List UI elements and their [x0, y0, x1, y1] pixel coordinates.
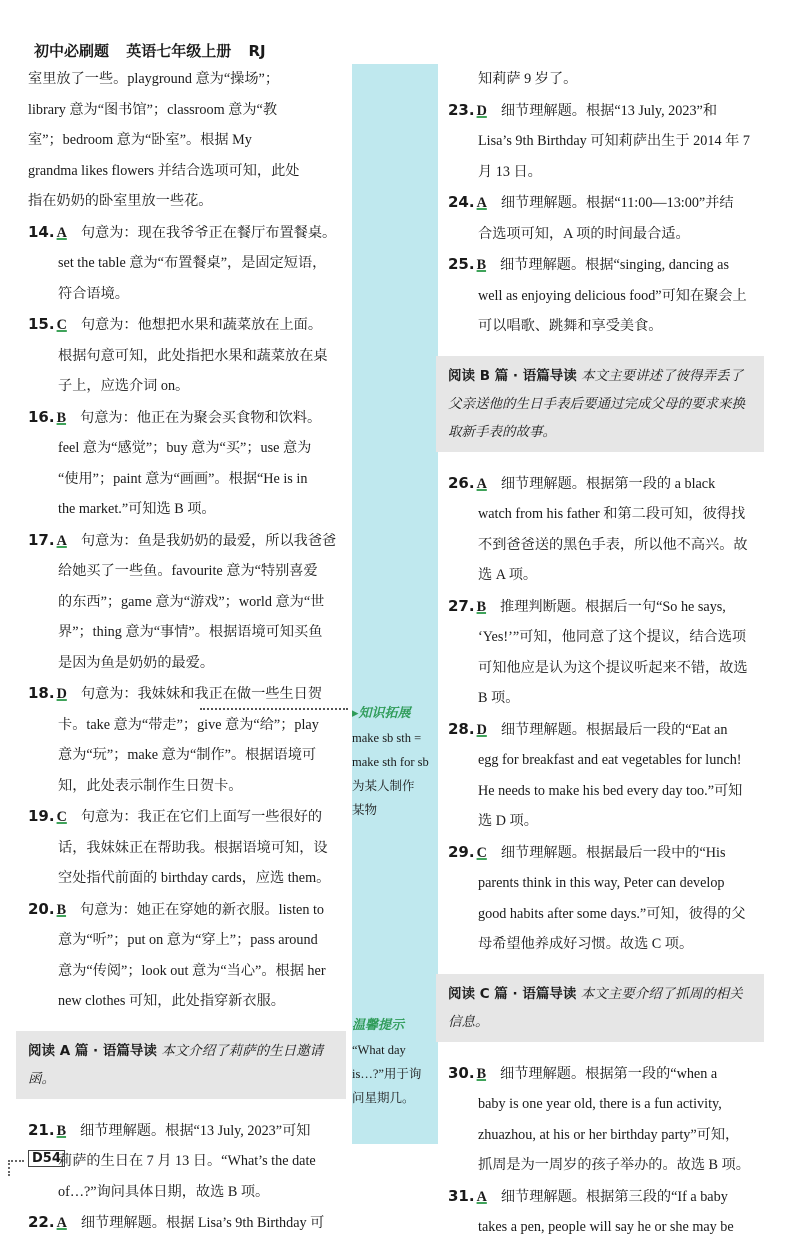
- answer-line: 月 13 日。: [478, 163, 542, 180]
- answer-first-line: [448, 249, 764, 281]
- answer-line: 不到爸爸送的黑色手表，所以他不高兴。故: [478, 536, 748, 553]
- explanation-text: 推理判断题。根据后一句“So he says,: [500, 598, 726, 615]
- answer-letter: A: [56, 224, 67, 241]
- question-lead: [28, 531, 55, 549]
- question-lead: [28, 684, 55, 702]
- explanation-text: 细节理解题。根据“11:00—13:00”并结: [500, 195, 734, 211]
- explanation-text: 细节理解题。根据最后一段的“Eat an: [500, 721, 728, 738]
- explanation-text: 细节理解题。根据“13 July, 2023”和: [500, 102, 718, 119]
- explanation-text: 细节理解题。根据第三段的“If a baby: [500, 1188, 728, 1205]
- question-number: 14.: [28, 222, 55, 241]
- answer-line: 界”；thing 意为“事情”。根据语境可知买鱼: [58, 624, 323, 640]
- answer-first-line: [448, 95, 764, 127]
- question-number: 29.: [448, 842, 475, 861]
- answer-item: [28, 402, 346, 525]
- answer-item: [448, 468, 764, 591]
- answer-item: [448, 95, 764, 188]
- explanation-text: 细节理解题。根据最后一段中的“His: [500, 844, 726, 861]
- answer-first-line: [28, 1115, 346, 1147]
- text-line: 指在奶奶的卧室里放一些花。: [28, 193, 213, 209]
- question-lead: [448, 1187, 475, 1205]
- answer-line: He needs to make his bed every day too.”可知: [478, 782, 743, 799]
- right-items-2: [448, 468, 764, 960]
- answer-first-line: [28, 309, 346, 341]
- answer-line: takes a pen, people will say he or she may be: [478, 1219, 734, 1235]
- answer-letter: D: [476, 102, 487, 119]
- question-number: 22.: [28, 1213, 55, 1231]
- explanation-text: 细节理解题。根据“13 July, 2023”可知: [80, 1122, 311, 1139]
- answer-letter: C: [56, 317, 67, 333]
- answer-first-line: [448, 1181, 764, 1213]
- question-number: 24.: [448, 193, 475, 211]
- answer-letter: A: [476, 1188, 487, 1205]
- answer-line: new clothes 可知，此处指穿新衣服。: [58, 993, 285, 1009]
- left-intro: [28, 64, 346, 217]
- answer-line: feel 意为“感觉”；buy 意为“买”；use 意为: [58, 440, 312, 456]
- right-column: [448, 64, 764, 1243]
- left-items: [28, 217, 346, 1017]
- answer-first-line: [28, 678, 346, 710]
- reminder-tip-title: 温馨提示: [352, 1018, 405, 1033]
- question-number: 19.: [28, 807, 55, 825]
- question-number: 16.: [28, 407, 55, 426]
- question-lead: [448, 597, 475, 615]
- answer-line: zhuazhou, at his or her birthday party”可知，: [478, 1126, 740, 1143]
- answer-line: parents think in this way, Peter can develop: [478, 875, 725, 891]
- question-number: 28.: [448, 719, 475, 738]
- explanation-text: 细节理解题。根据第一段的 a black: [500, 475, 716, 492]
- answer-letter: A: [476, 195, 487, 211]
- reading-guide-a: [16, 1031, 346, 1099]
- guide-a-text: 本文介绍了莉萨的生日邀请函。: [28, 1042, 324, 1087]
- question-lead: [28, 807, 55, 825]
- explanation-text: 细节理解题。根据第一段的“when a: [500, 1065, 718, 1082]
- left-column: [28, 64, 346, 1239]
- tip-line: “What day: [352, 1043, 406, 1057]
- answer-line: 知，此处表示制作生日贺卡。: [58, 777, 243, 794]
- tip-line: is…?”用于询: [352, 1067, 422, 1081]
- answer-line: Lisa’s 9th Birthday 可知莉萨出生于 2014 年 7: [478, 133, 750, 149]
- explanation-text: 句意为：鱼是我奶奶的最爱，所以我爸爸: [80, 532, 337, 549]
- reading-guide-c: [436, 974, 764, 1042]
- answer-line: 是因为鱼是奶奶的最爱。: [58, 654, 215, 671]
- answer-line: 的东西”；game 意为“游戏”；world 意为“世: [58, 593, 325, 610]
- knowledge-tip-body: [352, 726, 444, 822]
- tip-line: 问星期几。: [352, 1091, 415, 1105]
- question-lead: [448, 255, 475, 273]
- question-number: 15.: [28, 315, 55, 333]
- question-lead: [28, 1121, 55, 1139]
- answer-line: watch from his father 和第二段可知，彼得找: [478, 506, 746, 522]
- answer-first-line: [28, 894, 346, 926]
- answer-line: 给她买了一些鱼。favourite 意为“特别喜爱: [58, 563, 318, 579]
- tip-line: make sth for sb: [352, 755, 429, 769]
- question-lead: [448, 843, 475, 861]
- answer-letter: B: [476, 257, 487, 273]
- guide-b-label: 阅读 B 篇 · 语篇导读: [448, 367, 577, 384]
- answer-letter: B: [56, 409, 67, 426]
- question-lead: [448, 474, 475, 492]
- question-lead: [28, 315, 55, 333]
- answer-line: 选 D 项。: [478, 813, 538, 829]
- answer-first-line: [448, 591, 764, 623]
- right-items-3: [448, 1058, 764, 1243]
- text-line: 室里放了一些。playground 意为“操场”；: [28, 71, 280, 87]
- answer-item: [28, 1207, 346, 1239]
- question-number: 31.: [448, 1186, 475, 1205]
- explanation-text: 句意为：她正在穿她的新衣服。listen to: [80, 901, 324, 918]
- answer-letter: C: [476, 844, 487, 861]
- answer-first-line: [448, 714, 764, 746]
- question-number: 23.: [448, 100, 475, 119]
- explanation-text: 句意为：我正在它们上面写一些很好的: [80, 809, 323, 825]
- answer-line: 意为“传阅”；look out 意为“当心”。根据 her: [58, 962, 326, 979]
- guide-b-text: 本文主要讲述了彼得弄丢了父亲送他的生日手表后要通过完成父母的要求来换取新手表的故事。: [448, 367, 745, 440]
- question-lead: [448, 193, 475, 211]
- question-lead: [28, 1213, 55, 1231]
- text-line: 知莉萨 9 岁了。: [478, 71, 578, 87]
- answer-item: [448, 249, 764, 342]
- answer-line: 选 A 项。: [478, 567, 538, 583]
- answer-line: good habits after some days.”可知，彼得的父: [478, 905, 746, 922]
- answer-first-line: [28, 1207, 346, 1239]
- answer-line: set the table 意为“布置餐桌”，是固定短语，: [58, 255, 327, 271]
- answer-letter: C: [56, 809, 67, 825]
- question-number: 30.: [448, 1063, 475, 1082]
- answer-line: baby is one year old, there is a fun activity,: [478, 1096, 722, 1112]
- text-line: 室”；bedroom 意为“卧室”。根据 My: [28, 132, 252, 148]
- answer-first-line: [28, 217, 346, 249]
- question-lead: [28, 223, 55, 241]
- answer-line: 空处指代前面的 birthday cards，应选 them。: [58, 870, 331, 886]
- answer-item: [28, 525, 346, 679]
- answer-line: 莉萨的生日在 7 月 13 日。“What’s the date: [58, 1153, 316, 1169]
- left-items-2: [28, 1115, 346, 1239]
- answer-line: 子上，应选介词 on。: [58, 378, 190, 394]
- question-lead: [448, 101, 475, 119]
- explanation-text: 句意为：我妹妹和我正在做一些生日贺: [80, 686, 323, 702]
- answer-line: 意为“玩”；make 意为“制作”。根据语境可: [58, 747, 317, 763]
- question-lead: [28, 408, 55, 426]
- answer-item: [28, 309, 346, 402]
- explanation-text: 句意为：他想把水果和蔬菜放在上面。: [80, 317, 323, 333]
- explanation-text: 句意为：现在我爷爷正在餐厅布置餐桌。: [80, 224, 337, 241]
- question-number: 27.: [448, 596, 475, 615]
- answer-line: ‘Yes!’”可知，他同意了这个提议，结合选项: [478, 629, 747, 645]
- answer-item: [448, 837, 764, 960]
- answer-letter: D: [476, 721, 487, 738]
- answer-line: egg for breakfast and eat vegetables for lunch!: [478, 752, 742, 768]
- question-number: 18.: [28, 684, 55, 702]
- text-line: grandma likes flowers 并结合选项可知，此处: [28, 162, 300, 179]
- question-number: 21.: [28, 1120, 55, 1139]
- answer-first-line: [28, 801, 346, 833]
- answer-first-line: [28, 525, 346, 557]
- tip-line: 为某人制作: [352, 779, 415, 793]
- answer-item: [448, 714, 764, 837]
- text-line: library 意为“图书馆”；classroom 意为“教: [28, 101, 278, 118]
- question-lead: [448, 720, 475, 738]
- guide-c-text: 本文主要介绍了抓周的相关信息。: [448, 985, 743, 1030]
- corner-mark: [8, 1160, 24, 1176]
- edition-label: RJ: [248, 42, 266, 60]
- question-number: 25.: [448, 255, 475, 273]
- answer-item: [28, 1115, 346, 1208]
- explanation-text: 细节理解题。根据“singing, dancing as: [500, 257, 729, 273]
- question-number: 20.: [28, 899, 55, 918]
- reminder-tip: [352, 1014, 444, 1110]
- answer-letter: B: [56, 1122, 67, 1139]
- answer-first-line: [448, 837, 764, 869]
- answer-line: well as enjoying delicious food”可知在聚会上: [478, 287, 747, 304]
- answer-first-line: [448, 1058, 764, 1090]
- answer-letter: B: [56, 901, 67, 918]
- answer-line: 母希望他养成好习惯。故选 C 项。: [478, 936, 694, 952]
- answer-letter: A: [56, 1215, 67, 1231]
- knowledge-tip-title: ▸知识拓展: [352, 706, 411, 721]
- answer-line: “使用”；paint 意为“画画”。根据“He is in: [58, 470, 308, 487]
- reading-guide-b: [436, 356, 764, 452]
- answer-line: the market.”可知选 B 项。: [58, 501, 216, 517]
- answer-item: [448, 187, 764, 249]
- tip-line: 某物: [352, 803, 378, 817]
- tip-line: make sb sth =: [352, 731, 422, 745]
- answer-item: [448, 1181, 764, 1243]
- guide-a-label: 阅读 A 篇 · 语篇导读: [28, 1042, 157, 1059]
- answer-item: [448, 1058, 764, 1181]
- explanation-text: 句意为：他正在为聚会买食物和饮料。: [80, 409, 322, 426]
- right-intro: [448, 64, 764, 95]
- answer-item: [448, 591, 764, 714]
- knowledge-tip: [352, 702, 444, 822]
- answer-line: of…?”询问具体日期，故选 B 项。: [58, 1183, 270, 1200]
- page-header: [34, 40, 278, 61]
- right-items: [448, 95, 764, 342]
- answer-item: [28, 894, 346, 1017]
- answer-line: 卡。take 意为“带走”；give 意为“给”；play: [58, 716, 319, 733]
- answer-letter: A: [476, 475, 487, 492]
- answer-first-line: [28, 402, 346, 434]
- answer-letter: B: [476, 598, 487, 615]
- answer-item: [28, 801, 346, 894]
- question-number: 26.: [448, 473, 475, 492]
- guide-c-label: 阅读 C 篇 · 语篇导读: [448, 985, 577, 1002]
- subject-title: 英语七年级上册: [126, 42, 232, 60]
- answer-letter: D: [56, 686, 67, 702]
- answer-line: 合选项可知，A 项的时间最合适。: [478, 225, 690, 242]
- answer-line: 抓周是为一周岁的孩子举办的。故选 B 项。: [478, 1157, 750, 1173]
- answer-line: B 项。: [478, 690, 520, 706]
- answer-letter: B: [476, 1065, 487, 1082]
- sidebar-strip: [352, 64, 438, 1144]
- answer-item: [28, 678, 346, 801]
- book-title: 初中必刷题: [34, 42, 110, 60]
- answer-line: 符合语境。: [58, 285, 129, 302]
- answer-letter: A: [56, 532, 67, 549]
- explanation-text: 细节理解题。根据 Lisa’s 9th Birthday 可: [80, 1215, 325, 1231]
- answer-line: 可以唱歌、跳舞和享受美食。: [478, 318, 663, 334]
- reminder-tip-body: [352, 1038, 444, 1110]
- answer-first-line: [448, 187, 764, 219]
- question-number: 17.: [28, 530, 55, 549]
- answer-line: 可知他应是认为这个提议听起来不错，故选: [478, 659, 748, 676]
- answer-line: 根据句意可知，此处指把水果和蔬菜放在桌: [58, 347, 328, 364]
- question-lead: [448, 1064, 475, 1082]
- answer-line: 话，我妹妹正在帮助我。根据语境可知，设: [58, 839, 328, 856]
- answer-line: 意为“听”；put on 意为“穿上”；pass around: [58, 932, 318, 948]
- question-lead: [28, 900, 55, 918]
- page-number: D54: [28, 1150, 65, 1167]
- answer-item: [28, 217, 346, 310]
- answer-first-line: [448, 468, 764, 500]
